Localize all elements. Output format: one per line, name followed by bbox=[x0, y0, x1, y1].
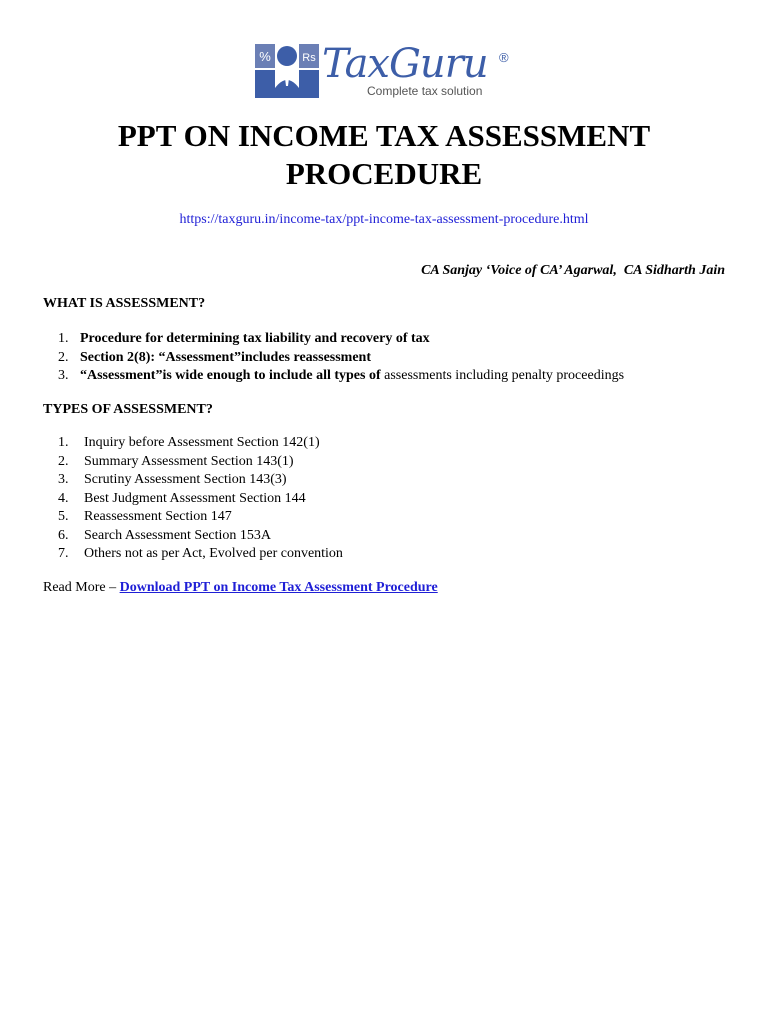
read-more-line bbox=[43, 580, 438, 596]
list-item: 6. Search Assessment Section 153A bbox=[58, 527, 272, 543]
read-more-prefix: Read More – bbox=[43, 580, 120, 595]
list-item: 3. “Assessment”is wide enough to include all types of assessments including penalty proceedings bbox=[58, 368, 625, 383]
logo-wordmark: TaxGuru bbox=[322, 41, 488, 87]
registered-mark: ® bbox=[499, 50, 509, 65]
svg-text:Rs: Rs bbox=[302, 52, 316, 64]
types-of-assessment-list bbox=[58, 434, 343, 564]
what-is-assessment-list bbox=[58, 330, 624, 386]
logo-tagline: Complete tax solution bbox=[367, 84, 483, 98]
list-item: 5. Reassessment Section 147 bbox=[58, 509, 232, 524]
download-ppt-link[interactable]: Download PPT on Income Tax Assessment Procedure bbox=[119, 580, 438, 595]
types-of-assessment-heading: TYPES OF ASSESSMENT? bbox=[43, 402, 213, 417]
svg-text:%: % bbox=[259, 49, 271, 64]
authors-line: CA Sanjay ‘Voice of CA’ Agarwal, CA Sidharth Jain bbox=[421, 263, 725, 278]
list-item: 1. Inquiry before Assessment Section 142(1) bbox=[58, 435, 320, 450]
list-item: 4. Best Judgment Assessment Section 144 bbox=[58, 490, 306, 506]
list-item: 1. Procedure for determining tax liability and recovery of tax bbox=[58, 331, 430, 346]
source-url-link[interactable]: https://taxguru.in/income-tax/ppt-income-tax-assessment-procedure.html bbox=[179, 212, 589, 227]
document-title bbox=[0, 117, 768, 193]
list-item: 2. Section 2(8): “Assessment”includes reassessment bbox=[58, 349, 371, 365]
title-line-1: PPT ON INCOME TAX ASSESSMENT bbox=[117, 118, 651, 153]
list-item: 2. Summary Assessment Section 143(1) bbox=[58, 453, 294, 469]
taxguru-logo bbox=[255, 42, 517, 102]
what-is-assessment-heading: WHAT IS ASSESSMENT? bbox=[43, 296, 206, 311]
list-item: 3. Scrutiny Assessment Section 143(3) bbox=[58, 472, 287, 487]
list-item: 7. Others not as per Act, Evolved per convention bbox=[58, 546, 343, 561]
taxguru-emblem-icon bbox=[255, 42, 319, 100]
title-line-2: PROCEDURE bbox=[285, 156, 483, 191]
